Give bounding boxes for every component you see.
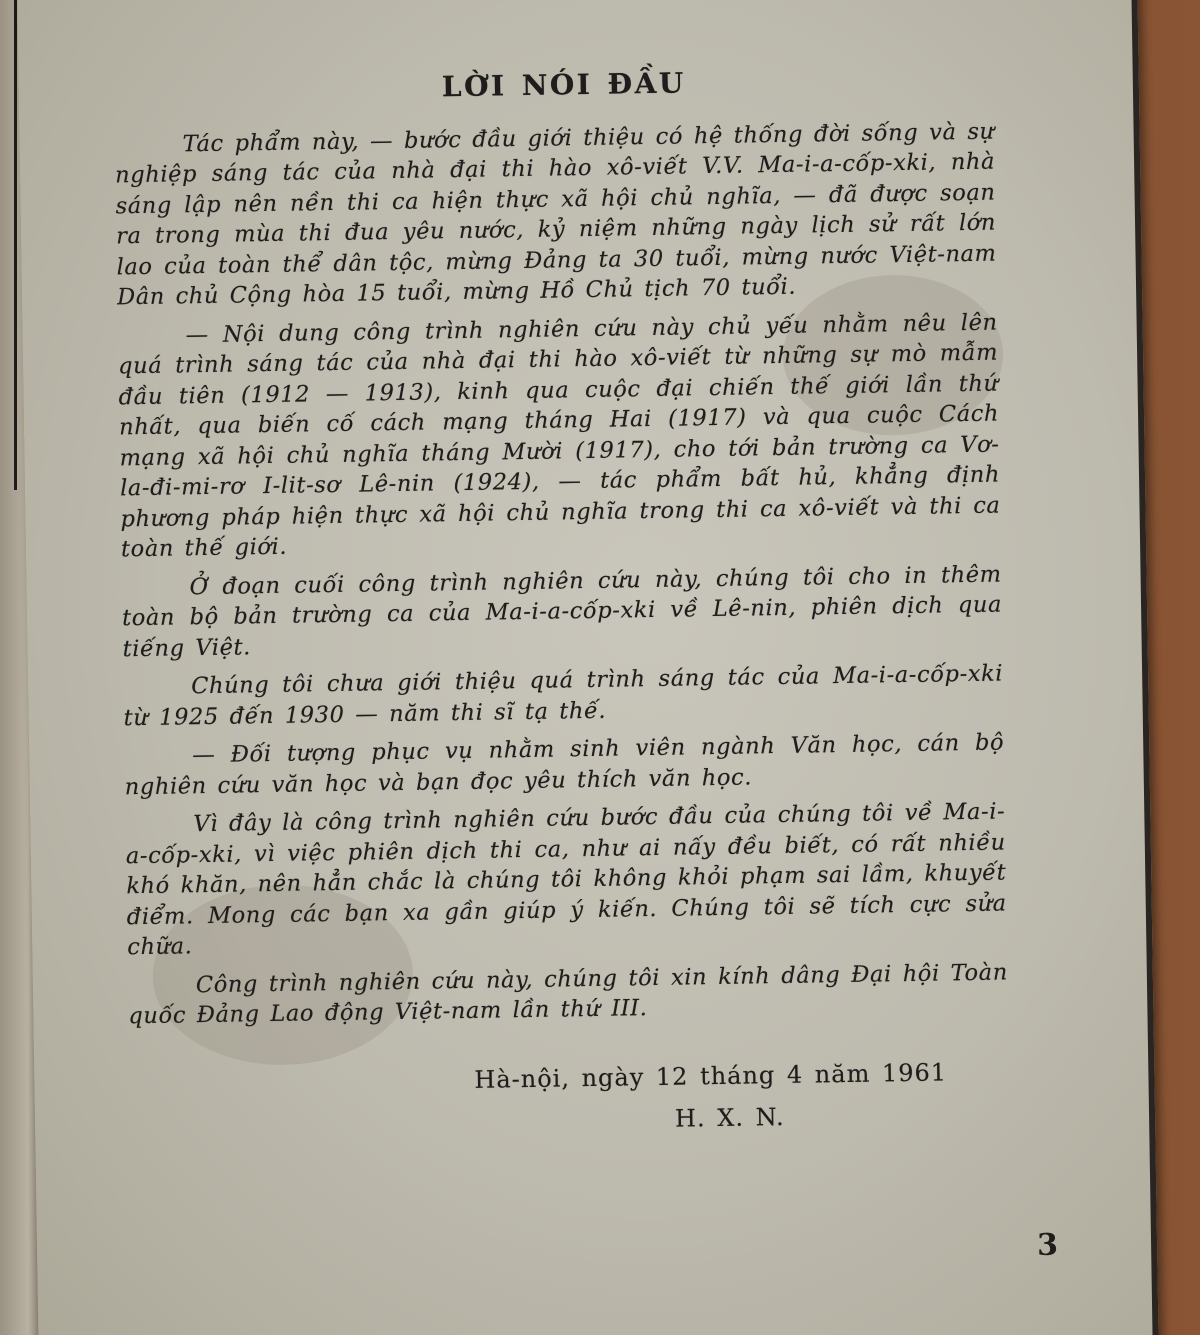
paragraph: Ở đoạn cuối công trình nghiên cứu này, chúng tôi cho in thêm toàn bộ bản trường ca của Ma-i-a-cốp-xki về Lê-nin, phiên dịch qua tiếng Việt. (121, 560, 1003, 662)
paragraph: Công trình nghiên cứu này, chúng tôi xin kính dâng Đại hội Toàn quốc Đảng Lao động Việt-nam lần thứ III. (128, 958, 1008, 1030)
page-title: LỜI NÓI ĐẦU (441, 66, 686, 104)
author-initials: H. X. N. (674, 1102, 785, 1133)
paragraph: Chúng tôi chưa giới thiệu quá trình sáng tác của Ma-i-a-cốp-xki từ 1925 đến 1930 — năm thi sĩ tạ thế. (123, 660, 1004, 731)
book-page (17, 0, 1159, 1335)
paragraph: — Nội dung công trình nghiên cứu này chủ yếu nhằm nêu lên quá trình sáng tác của nhà đại thi hào xô-viết từ những sự mò mẫm đầu tiên (1912 — 1913), kinh qua cuộc đại chiến thế giới lần thứ nhất, qua biến cố cách mạng tháng Hai (1917) và qua cuộc Cách mạng xã hội chủ nghĩa tháng Mười (1917), cho tới bản trường ca Vơ-la-đi-mi-rơ I-lit-sơ Lê-nin (1924), — tác phẩm bất hủ, khẳng định phương pháp hiện thực xã hội chủ nghĩa trong thi ca xô-viết và thi ca toàn thế giới. (117, 309, 1001, 563)
signature-block (474, 1050, 1010, 1142)
paragraph: Vì đây là công trình nghiên cứu bước đầu của chúng tôi về Ma-i-a-cốp-xki, vì việc phiên dịch thi ca, như ai nấy đều biết, có rất nhiều khó khăn, nên hẳn chắc là chúng tôi không khỏi phạm sai lầm, khuyết điểm. Mong các bạn xa gần giúp ý kiến. Chúng tôi sẽ tích cực sửa chữa. (125, 798, 1007, 961)
paragraph: Tác phẩm này, — bước đầu giới thiệu có hệ thống đời sống và sự nghiệp sáng tác của nhà đại thi hào xô-viết V.V. Ma-i-a-cốp-xki, nhà sáng lập nên nền thi ca hiện thực xã hội chủ nghĩa, — đã được soạn ra trong mùa thi đua yêu nước, kỷ niệm những ngày lịch sử rất lớn lao của toàn thể dân tộc, mừng Đảng ta 30 tuổi, mừng nước Việt-nam Dân chủ Cộng hòa 15 tuổi, mừng Hồ Chủ tịch 70 tuổi. (114, 118, 997, 311)
place-date: Hà-nội, ngày 12 tháng 4 năm 1961 (474, 1057, 948, 1094)
page-content (114, 64, 1011, 1148)
paragraph: — Đối tượng phục vụ nhằm sinh viên ngành Văn học, cán bộ nghiên cứu văn học và bạn đọc yêu thích văn học. (124, 729, 1005, 800)
page-binding-line (14, 0, 17, 490)
page-right-edge (1131, 0, 1159, 1335)
page-number: 3 (1036, 1227, 1059, 1264)
